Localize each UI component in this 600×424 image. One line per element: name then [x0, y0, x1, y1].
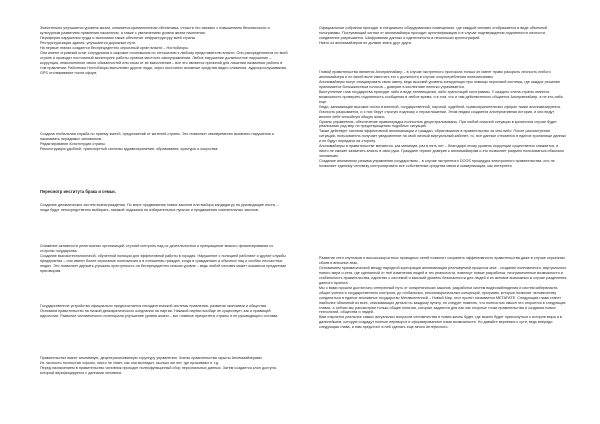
paragraph-block: Правительство имеет анонимную, децентрализованную структуру управления. Члены правительства скрыты Анонимайзерами. Их личности полностью скрыты, никто не знает, как они выглядят, сколько им лет, где проживают и т.д. Перед назначением в правительство чиновник проходит полнофункцинный сбор персональных данных. Затем создается клон доступа, который верифицируется с данными человека. [40, 356, 277, 375]
paragraph-block: Значительно улучшается уровень жизни, снижается криминогенная обстановка, отчасти это связано с повышением безопасности и культурным развитием правления населения, а также с увеличением уровня жизни населения. Периферия нарушения труда и экономики также обеспечит инфраструктуру всей страны. Реструктуризация здания, улучшаются дорожные пути. На первые этапах создается беспрецедентно серьезный орган власти – Ноглобиоры. Они имеют огромный штат сотрудников и широкие полномочия по отношению к любому представителю власти. Они распределяются по всей стране и проводят постоянный мониторинг работы органов местного самоуправления. Любое нарушение должностное нарушение – коррупция, невыполнение своих обязанностей или отказ от их выполнения – все это является причиной для лишения названных работы в том правлении. Работники Ноглобиоры выполняют другие люди, через постоянно активные средства видео слежения, аудиопрослушивания, GPS отслеживание ногли сфорв. [40, 26, 288, 75]
paragraph-block: Создана глобальная служба по приему жалоб, предложений от жителей страны. Это позволяет своевременно выявлять нарушения и наказывать нерадивых чиновников. Редактирование Конституции страны. Реконструкция удобной, транспортной системы здравоохранения, образования, культуры и искусства. [40, 132, 274, 151]
paragraph-block: Главой правительства является Анонраннайзер – в случае экстренного протокола только он имеет право раскрыть личность любого анонимайзера и по своей воле сместить его с должности в случае злоупотребления полномочиями. Анонимайзеры могут инициировать свою смену, ведь высокий уровень конкуренции при помощи пороговой системы, где каждое решение принимается большинством голосов – доверие в коллективе нелегко утрачивается. Выступление глав государства проходят либо в виде телевещания, либо трансляций голограммы. У каждого члена страны имеется возможность проверить подлинность сообщения в любое время, и в том, что и там действительно общается Анонраннайзер, а не кто-либо еще. Люди, занимающие высокие посты в военной, государственной, научной, судебной, правоохранительных сферах также анонимизируются. Личность разрывается, и с них берут строгую подписку о неразглашении. Этим людям создается альтернативная история, и они ведут вполне себе спокойную общую жизнь. Органы управления, обеспечение правопорядка полностью децентрализованы. При любой опасной ситуации в критичном случае будет реализован ряд мер по предотвращению подобных ситуаций. Также действует система эффективной анонимизации и граждан, обратившихся в правительство за чем-либо. После рассмотрения ситуации, пользователь получает уведомление на свой личный виртуальный кабинет, т.к. все данные стекаются в единое хранилище данных и не будут переданы на сторону. Анонимайзеры в правительстве меняются, как минимум, раз в пять лет – благодаря этому уровень коррупции существенно снижается, и никто не сможет захватить власть в свои руки. Граждане теряют доверие к анонимайзерам и это позволяет разумно пользоваться обычным человекам. Создание анонимного режима управления государством – в случае экстренного DOOS процедура электронного правительства, оно не позволяет единому человеку контролировать все собственные средства связи и коммуникации, как интернета. [319, 70, 567, 169]
paragraph-block: Снижение активности религиозных организаций, строгий контроль над их деятельностью и прекращение всякого финансирования со стороны государства. Создание высокотехнологичной, обученной полиции для эффективной работы в городах. Нарушение с полицией работают и другие службы предприятия – они имеют более серьезные полномочия и в отношении граждан, когда в гражданских и обычных лиц и особых несчастных людях. Это позволяет держать угрожать преступность на беспрецедентно низком уровне – ведь любой человек может оказаться преданным приговорам. [40, 244, 286, 273]
paragraph-block: Официальные собрания проходят в специально оборудованных помещениях, где каждый человек отображается в виде объемной голограммы. Поступающий сигнал от анонимайзера проходит аутентификацию и в случае подтверждения подлинности личности, соединение разрешается. Шифрование данных и идентичности в нескольких криптографий. Никто из анонимайзеров не должен знать друг друга. [319, 26, 547, 45]
paragraph-block: Развитие сети спутников и высокоскоростных проводных сетей позволит сохранить эффективность правительства даже в случае серьезных сбоев и внешних атак. Основанием призматической между народной корпорации анонимизации реализуемой процесса зеке - создание полновесного, виртуального нового мира и сети, где сделанный от неё изменения людей в тех реальности, повлекут новые разработки, неограниченные возможности и стабильность правительства, единство с системой и высокий уровень безопасности для людей и их активов возможных в случае разделения данного проекта. Мы с вами прошли достаточно интересный путь от синкретических законов, разработки систем видеонаблюдения и систем кибервласти, общие учения и государственного контроля, до глобальных, многонациональных концепций, программ, которые позволят человечеству соединиться в единое анонимное государство Метавселенной – Новый Мир, этот проект называется METAFATE. Следующая глава станет наиболее объемной из всех, описывающих детали по каждому пункту, но следует помнить, что полностью смысл это откроется в следующих главах, а сейчас мы рассмотрим только общие понятия, которые задаются для нас как опорные точки правительства и создания новых технологий, общества и людей. Вам откроется реальное самых актуальных вопросов человечества и новая жизнь будет, где можно будет прикоснуться к истории мира и в дальнейшем, которую создадут полные переворот и сформированные нами возможности. Но давайте вернемся к сути, ведь впереди следующая глава, и нам предстоит в ней сделать еще много интересного. [319, 256, 567, 330]
paragraph-block: Создание динамических систем вознаграждения. По мере продвижения новых законов или выбора кандидатур на руководящие посты – люди будут непосредственно выбирать, никакой подсказки на избирательных пунктах и продвижения сомнительных законов. [40, 203, 279, 212]
paragraph-block: Государственное устройство официально предпочитается неоидентической системы правления, развития экономики и общества. Основана правительство на низкой демократического оседлания на партии. Никакой партии вообще не существует, как и правящей идеологии. Развитие человеческого потенциала улучшение уровня жизни – вот главные приоритеты страны и ее руководящего состава. [40, 304, 279, 318]
section-heading: Пересмотр института брака и семьи. [40, 189, 116, 194]
